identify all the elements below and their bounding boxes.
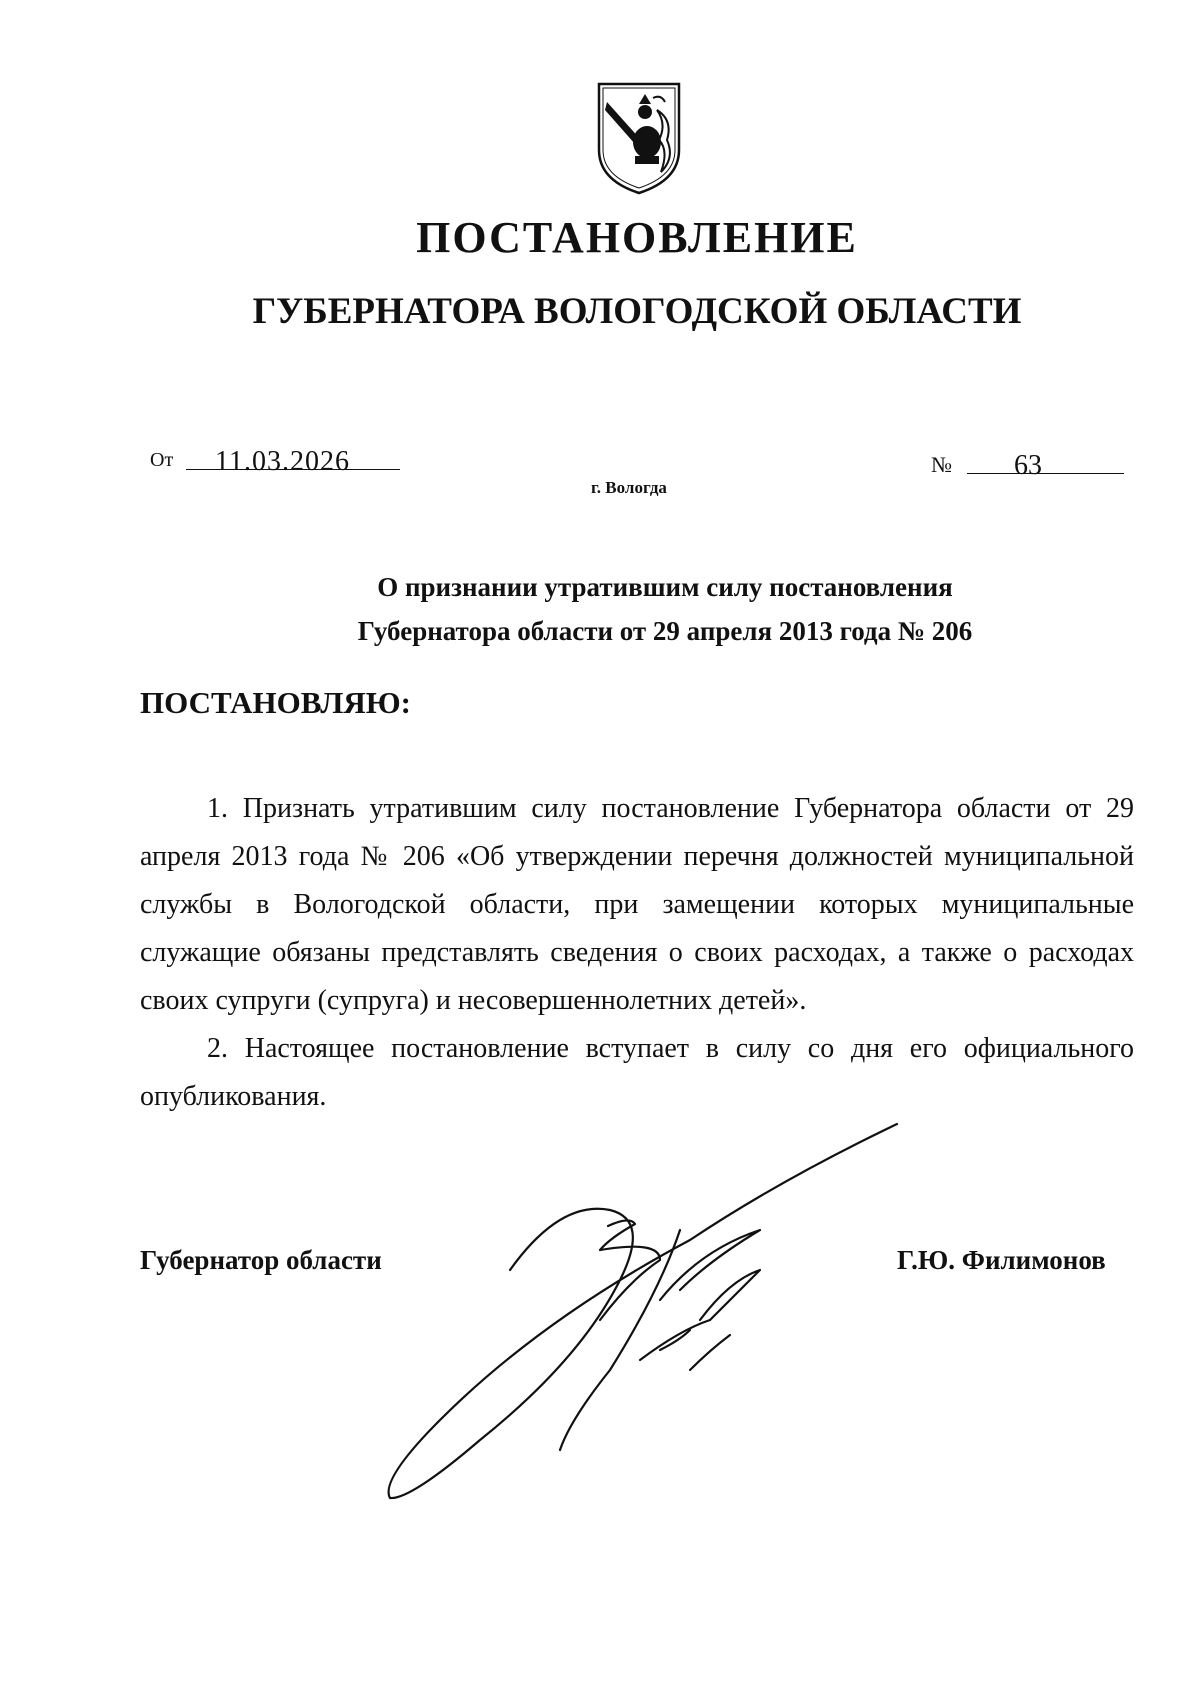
subject-line-2: Губернатора области от 29 апреля 2013 года № 206	[357, 616, 973, 646]
document-date: 11.03.2026	[215, 446, 350, 477]
paragraph-1: 1. Признать утратившим силу постановление Губернатора области от 29 апреля 2013 года № 206 «Об утверждении перечня должностей муниципальной службы в Вологодской области, при замещении которых муниципальные служащие обязаны представлять сведения о своих расходах, а также о расходах своих супруги (супруга) и несовершеннолетних детей».	[140, 793, 1134, 1016]
handwritten-signature-icon	[360, 1120, 920, 1500]
signer-name: Г.Ю. Филимонов	[897, 1245, 1106, 1275]
document-title: ПОСТАНОВЛЕНИЕ	[416, 213, 858, 262]
document-body	[140, 785, 1134, 1121]
signer-position: Губернатор области	[140, 1245, 382, 1275]
document-number: 63	[1014, 450, 1042, 481]
coat-of-arms-icon	[595, 80, 683, 196]
decree-word: ПОСТАНОВЛЯЮ:	[140, 685, 411, 720]
date-prefix: От	[150, 449, 174, 471]
number-underline	[967, 473, 1124, 474]
number-sign: №	[931, 452, 952, 477]
subject-line-1: О признании утратившим силу постановления	[377, 572, 953, 602]
document-subtitle: ГУБЕРНАТОРА ВОЛОГОДСКОЙ ОБЛАСТИ	[252, 291, 1022, 332]
paragraph-2: 2. Настоящее постановление вступает в силу со дня его официального опубликования.	[140, 1033, 1134, 1112]
document-city: г. Вологда	[591, 478, 667, 497]
document-subject	[0, 565, 1200, 653]
